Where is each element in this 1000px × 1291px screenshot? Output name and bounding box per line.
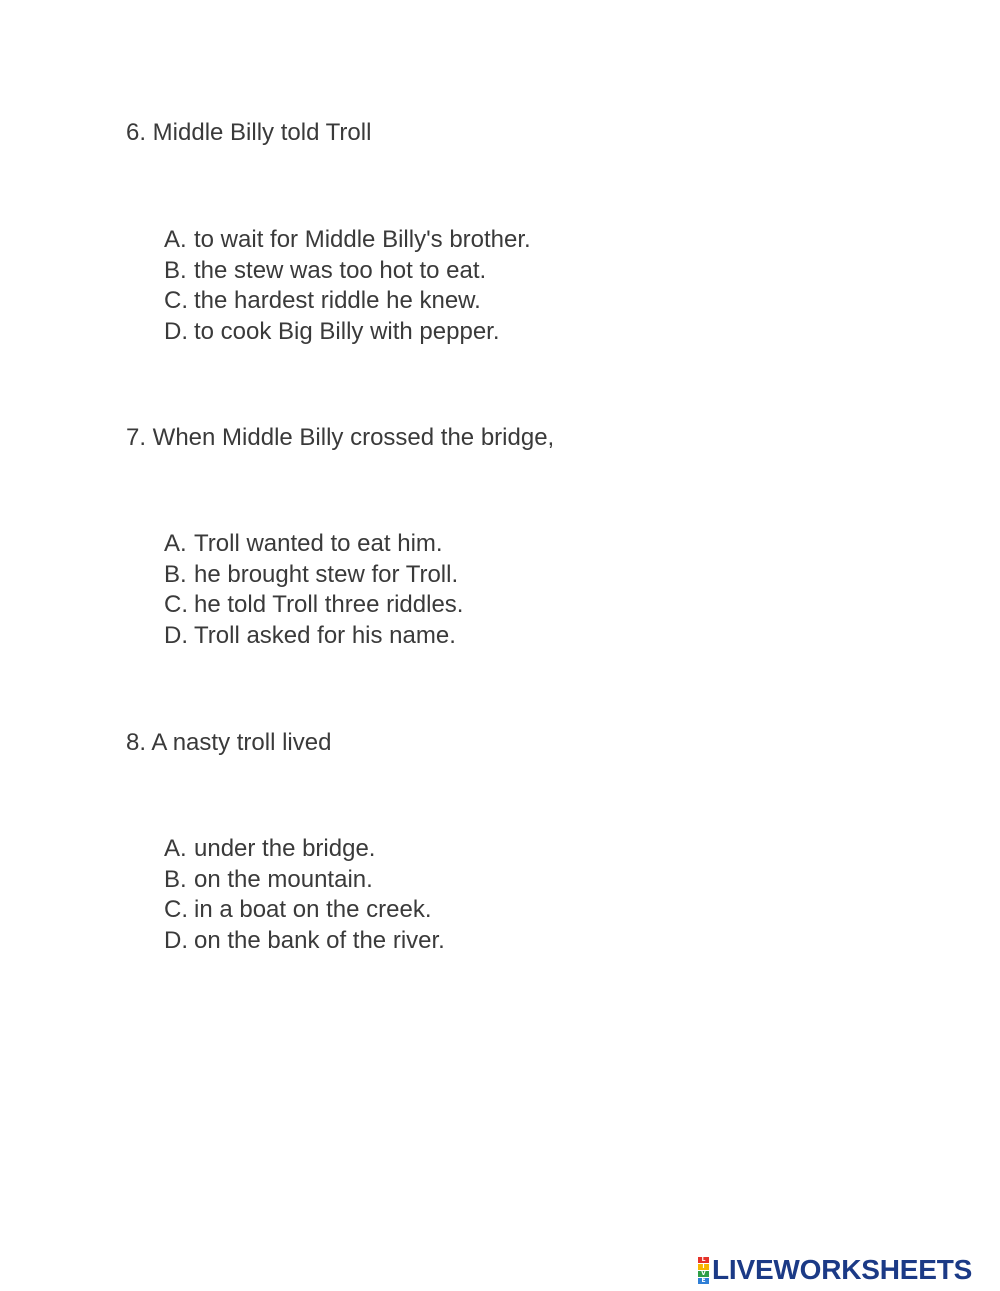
option-text: Troll wanted to eat him.: [194, 530, 443, 557]
option-letter: B.: [164, 865, 187, 893]
question-6-options: [164, 225, 531, 347]
option-letter: D.: [164, 317, 188, 345]
answer-option[interactable]: [164, 590, 463, 621]
answer-option[interactable]: [164, 865, 445, 896]
liveworksheets-logo: [698, 1255, 972, 1285]
answer-option[interactable]: [164, 621, 463, 652]
option-text: to wait for Middle Billy's brother.: [194, 226, 531, 253]
question-8-prompt: 8. A nasty troll lived: [126, 729, 332, 756]
logo-wordmark: LIVEWORKSHEETS: [712, 1254, 973, 1285]
option-letter: C.: [164, 896, 188, 923]
option-text: on the bank of the river.: [194, 926, 445, 954]
liveworksheets-logo-icon: [698, 1257, 709, 1284]
question-8-options: [164, 834, 445, 956]
option-letter: B.: [164, 256, 187, 284]
answer-option[interactable]: [164, 560, 463, 591]
option-letter: B.: [164, 560, 187, 588]
option-text: under the bridge.: [194, 835, 376, 862]
option-letter: A.: [164, 530, 187, 557]
question-6-prompt: 6. Middle Billy told Troll: [126, 119, 372, 146]
option-letter: D.: [164, 621, 188, 649]
option-text: Troll asked for his name.: [194, 621, 456, 649]
answer-option[interactable]: [164, 895, 445, 926]
question-7-options: [164, 529, 463, 651]
answer-option[interactable]: [164, 256, 531, 287]
logo-block-v: V: [698, 1271, 709, 1277]
answer-option[interactable]: [164, 317, 531, 348]
answer-option[interactable]: [164, 529, 463, 560]
logo-block-l: L: [698, 1257, 709, 1263]
option-letter: D.: [164, 926, 188, 954]
option-letter: A.: [164, 226, 187, 253]
option-text: he brought stew for Troll.: [194, 560, 459, 588]
answer-option[interactable]: [164, 926, 445, 957]
answer-option[interactable]: [164, 286, 531, 317]
option-text: to cook Big Billy with pepper.: [194, 317, 500, 345]
logo-block-i: I: [698, 1264, 709, 1270]
logo-block-e: E: [698, 1278, 709, 1284]
question-7-prompt: 7. When Middle Billy crossed the bridge,: [126, 424, 555, 451]
option-text: in a boat on the creek.: [194, 896, 432, 923]
option-letter: C.: [164, 287, 188, 314]
option-letter: C.: [164, 591, 188, 618]
answer-option[interactable]: [164, 225, 531, 256]
answer-option[interactable]: [164, 834, 445, 865]
option-text: the stew was too hot to eat.: [194, 256, 487, 284]
option-text: on the mountain.: [194, 865, 373, 893]
option-letter: A.: [164, 835, 187, 862]
option-text: he told Troll three riddles.: [194, 591, 464, 618]
option-text: the hardest riddle he knew.: [194, 287, 481, 314]
